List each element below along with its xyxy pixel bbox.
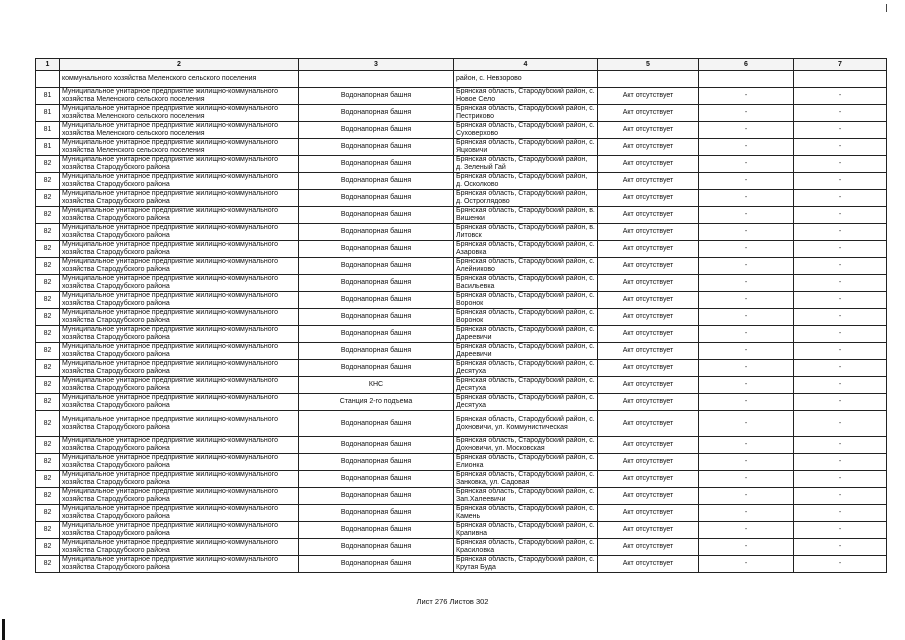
column-6-cell: - xyxy=(699,275,794,292)
address-cell: Брянская область, Стародубский район, с. Десятуха xyxy=(454,377,598,394)
act-status-cell: Акт отсутствует xyxy=(598,275,699,292)
object-name-cell: Водонапорная башня xyxy=(299,139,454,156)
column-7-cell: - xyxy=(794,224,887,241)
column-7-cell: - xyxy=(794,275,887,292)
column-6-cell: - xyxy=(699,241,794,258)
column-7-cell: - xyxy=(794,411,887,437)
column-7-cell: - xyxy=(794,556,887,573)
row-number-cell: 81 xyxy=(36,105,60,122)
table-row xyxy=(36,394,887,411)
row-number-cell: 82 xyxy=(36,326,60,343)
address-cell: Брянская область, Стародубский район, с. Дохновичи, ул. Московская xyxy=(454,437,598,454)
address-cell: Брянская область, Стародубский район, с. Камень xyxy=(454,505,598,522)
column-7-cell: - xyxy=(794,360,887,377)
object-name-cell: Водонапорная башня xyxy=(299,292,454,309)
column-6-cell: - xyxy=(699,377,794,394)
organization-cell: Муниципальное унитарное предприятие жилищно-коммунального хозяйства Стародубского района xyxy=(60,522,299,539)
row-number-cell: 82 xyxy=(36,241,60,258)
organization-cell: Муниципальное унитарное предприятие жилищно-коммунального хозяйства Меленского сельского поселения xyxy=(60,122,299,139)
act-status-cell: Акт отсутствует xyxy=(598,360,699,377)
column-7-cell: - xyxy=(794,258,887,275)
column-7-cell: - xyxy=(794,505,887,522)
organization-cell: Муниципальное унитарное предприятие жилищно-коммунального хозяйства Стародубского района xyxy=(60,326,299,343)
object-name-cell: Водонапорная башня xyxy=(299,156,454,173)
act-status-cell: Акт отсутствует xyxy=(598,292,699,309)
column-6-cell: - xyxy=(699,539,794,556)
address-cell: Брянская область, Стародубский район, с. Дареевичи xyxy=(454,343,598,360)
row-number-cell: 82 xyxy=(36,156,60,173)
address-cell: Брянская область, Стародубский район, с. Десятуха xyxy=(454,394,598,411)
column-header: 5 xyxy=(598,59,699,71)
object-name-cell: Водонапорная башня xyxy=(299,437,454,454)
table-row xyxy=(36,190,887,207)
table-row xyxy=(36,488,887,505)
row-number-cell: 82 xyxy=(36,522,60,539)
table-row xyxy=(36,88,887,105)
object-name-cell: Водонапорная башня xyxy=(299,241,454,258)
row-number-cell: 82 xyxy=(36,292,60,309)
object-name-cell: Водонапорная башня xyxy=(299,173,454,190)
organization-cell: Муниципальное унитарное предприятие жилищно-коммунального хозяйства Стародубского района xyxy=(60,275,299,292)
address-cell: Брянская область, Стародубский район, с. Азаровка xyxy=(454,241,598,258)
act-status-cell: Акт отсутствует xyxy=(598,471,699,488)
column-6-cell: - xyxy=(699,437,794,454)
column-6-cell: - xyxy=(699,156,794,173)
act-status-cell: Акт отсутствует xyxy=(598,156,699,173)
column-6-cell: - xyxy=(699,411,794,437)
table-row xyxy=(36,377,887,394)
object-name-cell: Водонапорная башня xyxy=(299,309,454,326)
object-name-cell: Водонапорная башня xyxy=(299,275,454,292)
column-6-cell: - xyxy=(699,343,794,360)
organization-cell: Муниципальное унитарное предприятие жилищно-коммунального хозяйства Стародубского района xyxy=(60,360,299,377)
object-name-cell: Водонапорная башня xyxy=(299,522,454,539)
document-sheet xyxy=(35,58,886,573)
row-number-cell xyxy=(36,71,60,88)
act-status-cell xyxy=(598,71,699,88)
act-status-cell: Акт отсутствует xyxy=(598,539,699,556)
act-status-cell: Акт отсутствует xyxy=(598,454,699,471)
organization-cell: Муниципальное унитарное предприятие жилищно-коммунального хозяйства Стародубского района xyxy=(60,258,299,275)
column-7-cell: - xyxy=(794,326,887,343)
table-row xyxy=(36,105,887,122)
act-status-cell: Акт отсутствует xyxy=(598,105,699,122)
act-status-cell: Акт отсутствует xyxy=(598,173,699,190)
organization-cell: Муниципальное унитарное предприятие жилищно-коммунального хозяйства Стародубского района xyxy=(60,556,299,573)
table-row xyxy=(36,156,887,173)
address-cell: Брянская область, Стародубский район, с. Красиловка xyxy=(454,539,598,556)
row-number-cell: 81 xyxy=(36,139,60,156)
address-cell: Брянская область, Стародубский район, с. Крапивна xyxy=(454,522,598,539)
address-cell: Брянская область, Стародубский район, с. Алейниково xyxy=(454,258,598,275)
object-name-cell: Водонапорная башня xyxy=(299,411,454,437)
row-number-cell: 82 xyxy=(36,190,60,207)
organization-cell: Муниципальное унитарное предприятие жилищно-коммунального хозяйства Стародубского района xyxy=(60,241,299,258)
act-status-cell: Акт отсутствует xyxy=(598,394,699,411)
address-cell: Брянская область, Стародубский район, с. Дареевичи xyxy=(454,326,598,343)
organization-cell: Муниципальное унитарное предприятие жилищно-коммунального хозяйства Стародубского района xyxy=(60,454,299,471)
column-7-cell: - xyxy=(794,522,887,539)
address-cell: Брянская область, Стародубский район, с. Суховерхово xyxy=(454,122,598,139)
organization-cell: Муниципальное унитарное предприятие жилищно-коммунального хозяйства Стародубского района xyxy=(60,190,299,207)
column-6-cell: - xyxy=(699,105,794,122)
column-6-cell: - xyxy=(699,394,794,411)
act-status-cell: Акт отсутствует xyxy=(598,505,699,522)
column-7-cell: - xyxy=(794,122,887,139)
column-7-cell xyxy=(794,71,887,88)
row-number-cell: 82 xyxy=(36,343,60,360)
table-row xyxy=(36,122,887,139)
address-cell: Брянская область, Стародубский район, с. Крутая Буда xyxy=(454,556,598,573)
address-cell: Брянская область, Стародубский район, с. Дохновичи, ул. Коммунистическая xyxy=(454,411,598,437)
organization-cell: Муниципальное унитарное предприятие жилищно-коммунального хозяйства Стародубского района xyxy=(60,343,299,360)
act-status-cell: Акт отсутствует xyxy=(598,556,699,573)
address-cell: Брянская область, Стародубский район, с. Пестриково xyxy=(454,105,598,122)
table-row xyxy=(36,292,887,309)
address-cell: Брянская область, Стародубский район, с. Яцковичи xyxy=(454,139,598,156)
table-row xyxy=(36,309,887,326)
address-cell: Брянская область, Стародубский район, д. Остроглядово xyxy=(454,190,598,207)
column-6-cell xyxy=(699,71,794,88)
row-number-cell: 82 xyxy=(36,539,60,556)
row-number-cell: 81 xyxy=(36,122,60,139)
organization-cell: Муниципальное унитарное предприятие жилищно-коммунального хозяйства Стародубского района xyxy=(60,437,299,454)
organization-cell: коммунального хозяйства Меленского сельского поселения xyxy=(60,71,299,88)
address-cell: Брянская область, Стародубский район, с. Васильевка xyxy=(454,275,598,292)
act-status-cell: Акт отсутствует xyxy=(598,88,699,105)
object-name-cell: Водонапорная башня xyxy=(299,343,454,360)
address-cell: Брянская область, Стародубский район, с. Десятуха xyxy=(454,360,598,377)
object-name-cell: Водонапорная башня xyxy=(299,539,454,556)
act-status-cell: Акт отсутствует xyxy=(598,437,699,454)
row-number-cell: 82 xyxy=(36,258,60,275)
act-status-cell: Акт отсутствует xyxy=(598,488,699,505)
object-name-cell: КНС xyxy=(299,377,454,394)
column-7-cell: - xyxy=(794,471,887,488)
column-7-cell: - xyxy=(794,105,887,122)
column-7-cell: - xyxy=(794,437,887,454)
table-row xyxy=(36,454,887,471)
act-status-cell: Акт отсутствует xyxy=(598,207,699,224)
column-7-cell: - xyxy=(794,377,887,394)
table-body xyxy=(36,71,887,573)
act-status-cell: Акт отсутствует xyxy=(598,326,699,343)
row-number-cell: 82 xyxy=(36,224,60,241)
object-name-cell: Водонапорная башня xyxy=(299,224,454,241)
row-number-cell: 82 xyxy=(36,454,60,471)
row-number-cell: 82 xyxy=(36,471,60,488)
column-7-cell: - xyxy=(794,454,887,471)
column-6-cell: - xyxy=(699,88,794,105)
table-row xyxy=(36,207,887,224)
column-6-cell: - xyxy=(699,454,794,471)
address-cell: Брянская область, Стародубский район, с. Елионка xyxy=(454,454,598,471)
table-header-row xyxy=(36,59,887,71)
table-row xyxy=(36,241,887,258)
table-row xyxy=(36,224,887,241)
table-row xyxy=(36,71,887,88)
row-number-cell: 82 xyxy=(36,411,60,437)
act-status-cell: Акт отсутствует xyxy=(598,139,699,156)
table-row xyxy=(36,326,887,343)
row-number-cell: 82 xyxy=(36,173,60,190)
page-number-label: Лист 276 Листов 302 xyxy=(416,597,489,606)
row-number-cell: 82 xyxy=(36,556,60,573)
row-number-cell: 82 xyxy=(36,377,60,394)
column-6-cell: - xyxy=(699,173,794,190)
organization-cell: Муниципальное унитарное предприятие жилищно-коммунального хозяйства Стародубского района xyxy=(60,377,299,394)
act-status-cell: Акт отсутствует xyxy=(598,190,699,207)
column-7-cell: - xyxy=(794,173,887,190)
address-cell: Брянская область, Стародубский район, в. Литовск xyxy=(454,224,598,241)
address-cell: Брянская область, Стародубский район, с. Занковка, ул. Садовая xyxy=(454,471,598,488)
address-cell: Брянская область, Стародубский район, с. Воронок xyxy=(454,309,598,326)
column-7-cell: - xyxy=(794,488,887,505)
object-name-cell: Водонапорная башня xyxy=(299,258,454,275)
column-7-cell: - xyxy=(794,156,887,173)
column-6-cell: - xyxy=(699,326,794,343)
table-row xyxy=(36,437,887,454)
column-7-cell: - xyxy=(794,539,887,556)
object-name-cell: Водонапорная башня xyxy=(299,88,454,105)
column-6-cell: - xyxy=(699,139,794,156)
column-6-cell: - xyxy=(699,292,794,309)
column-6-cell: - xyxy=(699,522,794,539)
organization-cell: Муниципальное унитарное предприятие жилищно-коммунального хозяйства Стародубского района xyxy=(60,411,299,437)
column-6-cell: - xyxy=(699,360,794,377)
table-row xyxy=(36,471,887,488)
column-6-cell: - xyxy=(699,207,794,224)
object-name-cell: Водонапорная башня xyxy=(299,360,454,377)
table-row xyxy=(36,343,887,360)
column-header: 2 xyxy=(60,59,299,71)
scan-mark xyxy=(2,619,5,640)
column-6-cell: - xyxy=(699,122,794,139)
organization-cell: Муниципальное унитарное предприятие жилищно-коммунального хозяйства Стародубского района xyxy=(60,224,299,241)
address-cell: Брянская область, Стародубский район, с. Воронок xyxy=(454,292,598,309)
table-row xyxy=(36,139,887,156)
row-number-cell: 82 xyxy=(36,488,60,505)
object-name-cell: Водонапорная башня xyxy=(299,122,454,139)
organization-cell: Муниципальное унитарное предприятие жилищно-коммунального хозяйства Стародубского района xyxy=(60,394,299,411)
organization-cell: Муниципальное унитарное предприятие жилищно-коммунального хозяйства Стародубского района xyxy=(60,173,299,190)
column-header: 1 xyxy=(36,59,60,71)
organization-cell: Муниципальное унитарное предприятие жилищно-коммунального хозяйства Стародубского района xyxy=(60,488,299,505)
column-7-cell: - xyxy=(794,309,887,326)
object-name-cell: Водонапорная башня xyxy=(299,207,454,224)
object-name-cell: Водонапорная башня xyxy=(299,556,454,573)
object-name-cell: Водонапорная башня xyxy=(299,326,454,343)
act-status-cell: Акт отсутствует xyxy=(598,241,699,258)
act-status-cell: Акт отсутствует xyxy=(598,522,699,539)
row-number-cell: 81 xyxy=(36,88,60,105)
column-header: 6 xyxy=(699,59,794,71)
organization-cell: Муниципальное унитарное предприятие жилищно-коммунального хозяйства Меленского сельского поселения xyxy=(60,88,299,105)
table-row xyxy=(36,411,887,437)
address-cell: Брянская область, Стародубский район, в. Вишенки xyxy=(454,207,598,224)
row-number-cell: 82 xyxy=(36,360,60,377)
organization-cell: Муниципальное унитарное предприятие жилищно-коммунального хозяйства Стародубского района xyxy=(60,309,299,326)
column-6-cell: - xyxy=(699,190,794,207)
column-6-cell: - xyxy=(699,309,794,326)
act-status-cell: Акт отсутствует xyxy=(598,122,699,139)
act-status-cell: Акт отсутствует xyxy=(598,377,699,394)
table-row xyxy=(36,556,887,573)
row-number-cell: 82 xyxy=(36,207,60,224)
column-7-cell: - xyxy=(794,139,887,156)
table-row xyxy=(36,258,887,275)
address-cell: Брянская область, Стародубский район, с. Зап.Халеевичи xyxy=(454,488,598,505)
row-number-cell: 82 xyxy=(36,437,60,454)
column-7-cell: - xyxy=(794,207,887,224)
address-cell: район, с. Невзорово xyxy=(454,71,598,88)
act-status-cell: Акт отсутствует xyxy=(598,258,699,275)
organization-cell: Муниципальное унитарное предприятие жилищно-коммунального хозяйства Меленского сельского поселения xyxy=(60,105,299,122)
table-row xyxy=(36,173,887,190)
column-7-cell: - xyxy=(794,292,887,309)
column-header: 3 xyxy=(299,59,454,71)
object-name-cell: Станция 2-го подъема xyxy=(299,394,454,411)
act-status-cell: Акт отсутствует xyxy=(598,411,699,437)
object-name-cell: Водонапорная башня xyxy=(299,190,454,207)
column-7-cell: - xyxy=(794,343,887,360)
table-row xyxy=(36,360,887,377)
organization-cell: Муниципальное унитарное предприятие жилищно-коммунального хозяйства Стародубского района xyxy=(60,207,299,224)
object-name-cell: Водонапорная башня xyxy=(299,505,454,522)
object-name-cell xyxy=(299,71,454,88)
address-cell: Брянская область, Стародубский район, д. Зеленый Гай xyxy=(454,156,598,173)
act-status-cell: Акт отсутствует xyxy=(598,309,699,326)
organization-cell: Муниципальное унитарное предприятие жилищно-коммунального хозяйства Меленского сельского поселения xyxy=(60,139,299,156)
object-name-cell: Водонапорная башня xyxy=(299,488,454,505)
column-7-cell: - xyxy=(794,190,887,207)
column-6-cell: - xyxy=(699,471,794,488)
table-row xyxy=(36,522,887,539)
column-header: 4 xyxy=(454,59,598,71)
object-name-cell: Водонапорная башня xyxy=(299,105,454,122)
column-7-cell: - xyxy=(794,394,887,411)
column-6-cell: - xyxy=(699,224,794,241)
object-name-cell: Водонапорная башня xyxy=(299,454,454,471)
organization-cell: Муниципальное унитарное предприятие жилищно-коммунального хозяйства Стародубского района xyxy=(60,539,299,556)
row-number-cell: 82 xyxy=(36,394,60,411)
row-number-cell: 82 xyxy=(36,505,60,522)
column-6-cell: - xyxy=(699,556,794,573)
row-number-cell: 82 xyxy=(36,275,60,292)
column-6-cell: - xyxy=(699,488,794,505)
act-status-cell: Акт отсутствует xyxy=(598,224,699,241)
column-7-cell: - xyxy=(794,88,887,105)
scan-mark xyxy=(886,4,887,12)
row-number-cell: 82 xyxy=(36,309,60,326)
address-cell: Брянская область, Стародубский район, д. Осколково xyxy=(454,173,598,190)
organization-cell: Муниципальное унитарное предприятие жилищно-коммунального хозяйства Стародубского района xyxy=(60,471,299,488)
organization-cell: Муниципальное унитарное предприятие жилищно-коммунального хозяйства Стародубского района xyxy=(60,505,299,522)
column-6-cell: - xyxy=(699,505,794,522)
table-row xyxy=(36,505,887,522)
objects-table xyxy=(35,58,887,573)
column-6-cell: - xyxy=(699,258,794,275)
address-cell: Брянская область, Стародубский район, с. Новое Село xyxy=(454,88,598,105)
table-row xyxy=(36,539,887,556)
object-name-cell: Водонапорная башня xyxy=(299,471,454,488)
organization-cell: Муниципальное унитарное предприятие жилищно-коммунального хозяйства Стародубского района xyxy=(60,292,299,309)
column-header: 7 xyxy=(794,59,887,71)
column-7-cell: - xyxy=(794,241,887,258)
act-status-cell: Акт отсутствует xyxy=(598,343,699,360)
table-row xyxy=(36,275,887,292)
organization-cell: Муниципальное унитарное предприятие жилищно-коммунального хозяйства Стародубского района xyxy=(60,156,299,173)
